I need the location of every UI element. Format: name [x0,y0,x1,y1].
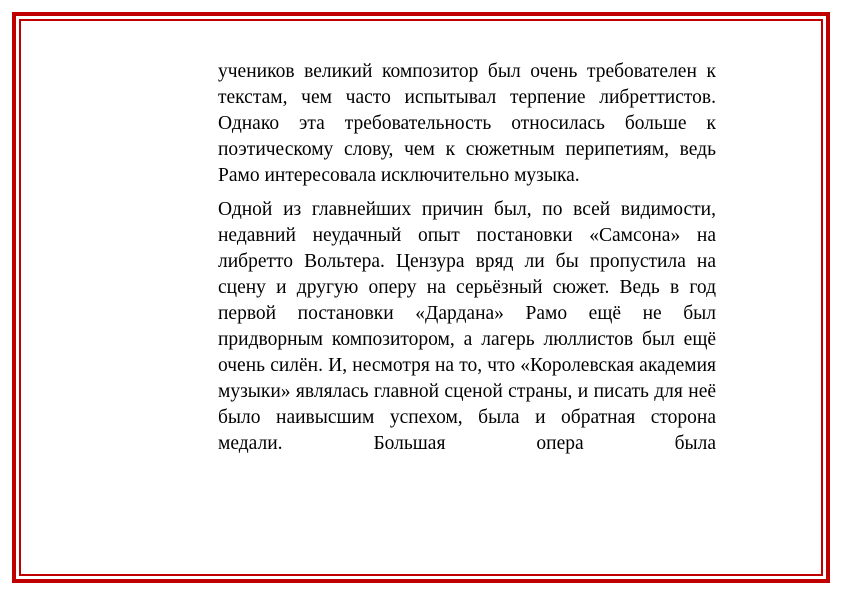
paragraph-2: Одной из главнейших причин был, по всей видимости, недавний неудачный опыт постановки «Самсона» на либретто Вольтера. Цензура вряд ли бы пропустила на сцену и другую оперу на серьёзный сюжет. Ведь в год первой постановки «Дардана» Рамо ещё не был придворным композитором, а лагерь люллистов был ещё очень силён. И, несмотря на то, что «Королевская академия музыки» являлась главной сценой страны, и писать для неё было наивысшим успехом, была и обратная сторона медали. Большая опера была [218,199,716,454]
body-text [218,59,716,457]
paragraph-1: учеников великий композитор был очень требователен к текстам, чем часто испытывал терпение либреттистов. Однако эта требовательность относилась больше к поэтическому слову, чем к сюжетным перипетиям, ведь Рамо интересовала исключительно музыка. [218,61,716,186]
